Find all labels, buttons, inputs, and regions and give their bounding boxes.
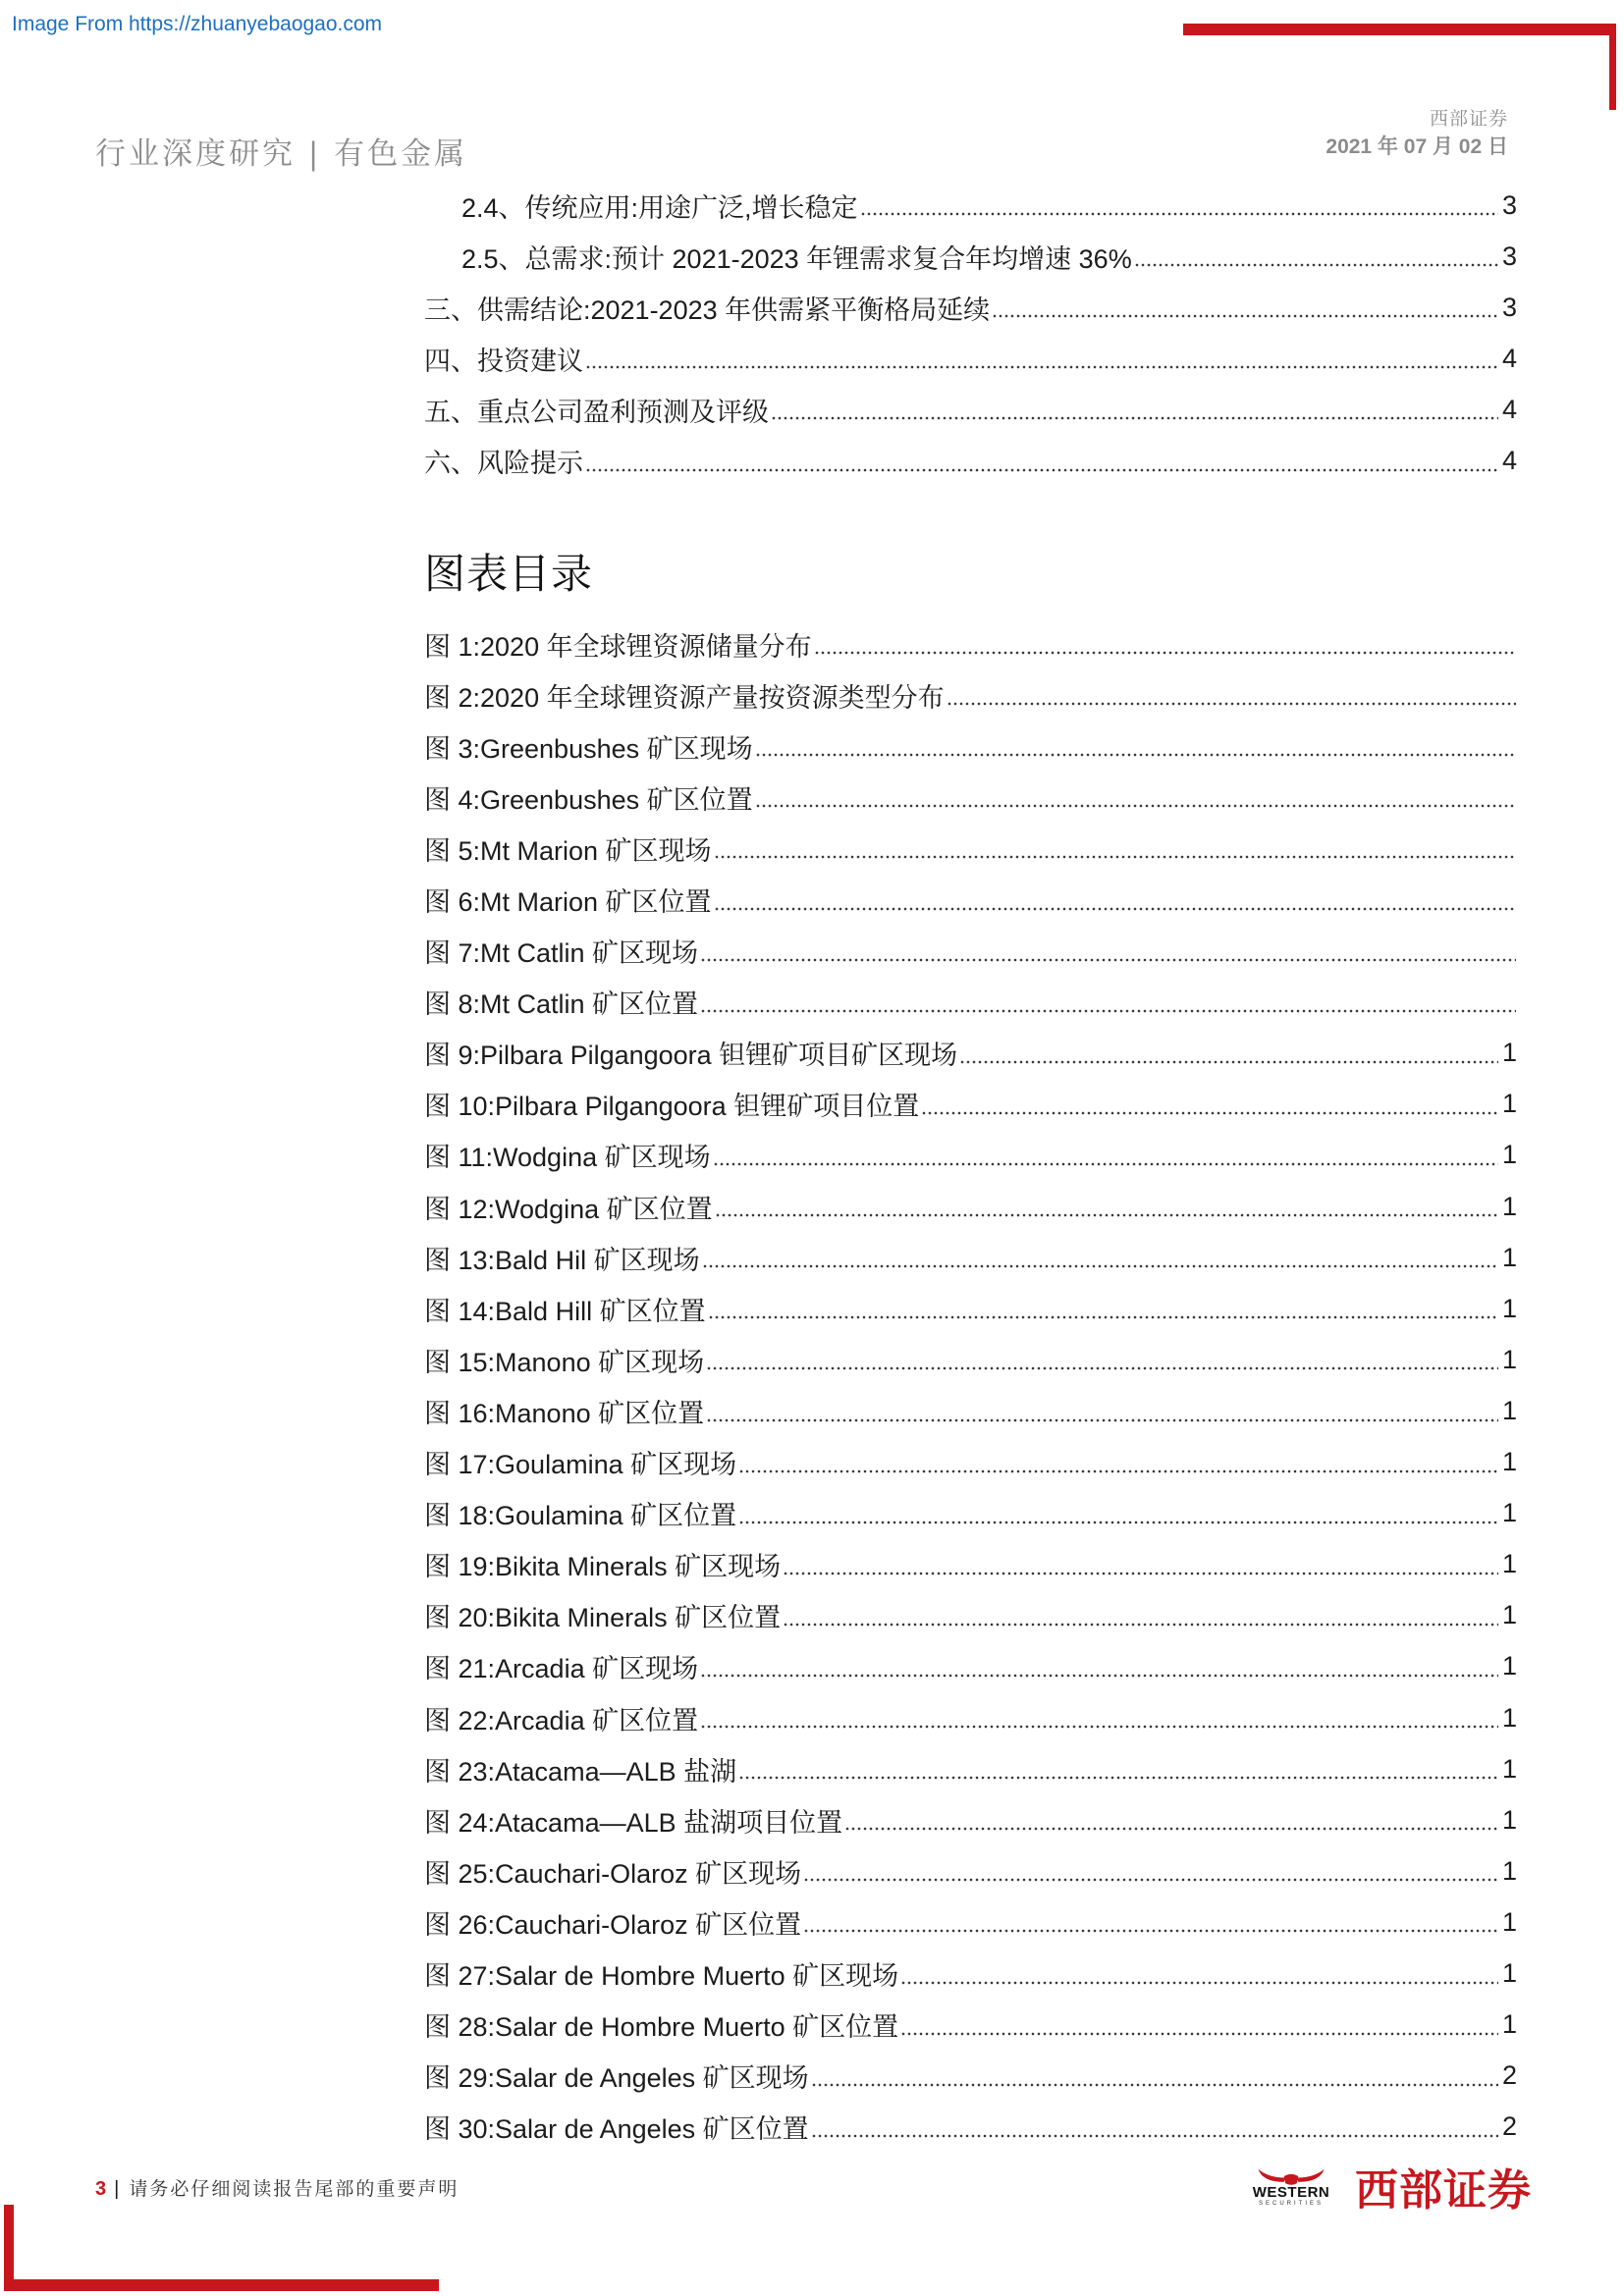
figure-entry-label: 图 26:Cauchari-Olaroz 矿区位置 [424, 1909, 802, 1940]
figure-entry-8[interactable] [424, 977, 1517, 1028]
toc-entry-section-5[interactable] [424, 384, 1517, 435]
figure-entry-label: 图 17:Goulamina 矿区现场 [424, 1450, 737, 1480]
toc-entry-label: 六、风险提示 [424, 449, 583, 479]
toc-entry-page: 4 [1501, 446, 1517, 476]
leader-dots [784, 1572, 1498, 1575]
figure-entry-page: 1 [1501, 1293, 1517, 1323]
figure-entry-label: 图 25:Cauchari-Olaroz 矿区现场 [424, 1858, 802, 1889]
source-watermark: Image From https://zhuanyebaogao.com [12, 13, 383, 35]
figure-entry-label: 图 18:Goulamina 矿区位置 [424, 1501, 737, 1531]
leader-dots [812, 2083, 1498, 2087]
figure-entry-page: 1 [1501, 1600, 1517, 1630]
leader-dots [756, 804, 1516, 808]
leader-dots [756, 753, 1516, 757]
figure-entry-label: 图 13:Bald Hil 矿区现场 [424, 1245, 700, 1275]
figure-entry-label: 图 12:Wodgina 矿区位置 [424, 1194, 713, 1224]
toc-entry-section-4[interactable] [424, 333, 1517, 384]
figure-entry-7[interactable] [424, 926, 1517, 977]
figure-entry-10[interactable] [424, 1079, 1517, 1130]
report-date: 2021 年 07 月 02 日 [1326, 135, 1508, 158]
figure-entry-page: 1 [1501, 1242, 1517, 1272]
figure-entry-label: 图 15:Manono 矿区现场 [424, 1347, 705, 1377]
figure-entry-page: 1 [1501, 1702, 1517, 1733]
figure-entry-label: 图 7:Mt Catlin 矿区现场 [424, 938, 699, 969]
leader-dots [701, 1725, 1498, 1729]
toc-entry-page: 3 [1501, 292, 1517, 322]
toc-entry-label: 2.4、传统应用:用途广泛,增长稳定 [461, 192, 858, 223]
figure-entry-page: 1 [1501, 1804, 1517, 1835]
figure-entry-page: 1 [1501, 1498, 1517, 1528]
figure-entry-label: 图 21:Arcadia 矿区现场 [424, 1654, 699, 1684]
leader-dots [947, 702, 1516, 706]
figure-entry-label: 图 8:Mt Catlin 矿区位置 [424, 989, 699, 1020]
toc-entry-section-6[interactable] [424, 435, 1517, 486]
figure-entry-label: 图 23:Atacama—ALB 盐湖 [424, 1756, 737, 1787]
figure-entry-page: 1 [1501, 1906, 1517, 1937]
figure-entry-page: 1 [1501, 1549, 1517, 1579]
toc-entry-label: 四、投资建议 [424, 346, 583, 376]
figure-entry-21[interactable] [424, 1641, 1517, 1692]
figure-entry-label: 图 29:Salar de Angeles 矿区现场 [424, 2063, 809, 2094]
header-company-name: 西部证券 [1429, 108, 1508, 130]
figure-entry-label: 图 27:Salar de Hombre Muerto 矿区现场 [424, 1960, 899, 1991]
leader-dots [1135, 263, 1498, 267]
leader-dots [960, 1060, 1498, 1064]
brand-name: 西部证券 [1355, 2165, 1532, 2216]
logo-wordmark: WESTERN [1252, 2184, 1330, 2201]
figure-entry-label: 图 4:Greenbushes 矿区位置 [424, 784, 753, 815]
leader-dots [901, 1981, 1498, 1985]
figure-entry-label: 图 16:Manono 矿区位置 [424, 1398, 705, 1428]
figure-entry-30[interactable] [424, 2102, 1517, 2153]
page-footer [95, 2175, 459, 2203]
figure-entry-label: 图 30:Salar de Angeles 矿区位置 [424, 2114, 809, 2145]
figure-entry-label: 图 11:Wodgina 矿区现场 [424, 1143, 711, 1173]
figure-entry-label: 图 10:Pilbara Pilgangoora 钽锂矿项目位置 [424, 1092, 920, 1122]
leader-dots [772, 416, 1498, 420]
figure-entry-17[interactable] [424, 1437, 1517, 1488]
leader-dots [709, 1315, 1498, 1319]
figure-entry-19[interactable] [424, 1539, 1517, 1590]
figure-entry-page: 1 [1501, 1855, 1517, 1886]
report-category-header: 行业深度研究 | 有色金属 [95, 136, 468, 172]
leader-dots [701, 1009, 1516, 1013]
figure-entry-9[interactable] [424, 1028, 1517, 1079]
figure-entry-page: 1 [1501, 1140, 1517, 1170]
leader-dots [815, 651, 1516, 655]
figure-entry-5[interactable] [424, 823, 1517, 874]
footer-disclaimer: 请务必仔细阅读报告尾部的重要声明 [129, 2178, 460, 2200]
figure-entry-page: 1 [1501, 2009, 1517, 2040]
figure-entry-22[interactable] [424, 1692, 1517, 1743]
leader-dots [804, 1878, 1498, 1882]
leader-dots [707, 1418, 1498, 1422]
leader-dots [586, 468, 1498, 472]
logo-subtext: SECURITIES [1258, 2201, 1324, 2207]
figure-entry-4[interactable] [424, 772, 1517, 823]
bull-logo-icon [1257, 2167, 1326, 2185]
leader-dots [701, 1674, 1498, 1678]
figure-entry-page: 1 [1501, 1753, 1517, 1784]
leader-dots [784, 1623, 1498, 1627]
toc-entry-label: 2.5、总需求:预计 2021-2023 年锂需求复合年均增速 36% [461, 243, 1132, 274]
footer-accent-border [4, 2279, 439, 2291]
figure-entry-page: 1 [1501, 1395, 1517, 1425]
figure-entry-label: 图 28:Salar de Hombre Muerto 矿区位置 [424, 2012, 899, 2043]
leader-dots [715, 907, 1516, 911]
toc-entry-page: 4 [1501, 394, 1517, 424]
figure-entry-18[interactable] [424, 1488, 1517, 1539]
figure-entry-page: 1 [1501, 1651, 1517, 1682]
figure-entry-15[interactable] [424, 1334, 1517, 1385]
figure-entry-28[interactable] [424, 2000, 1517, 2051]
toc-entry-label: 五、重点公司盈利预测及评级 [424, 397, 769, 427]
leader-dots [703, 1264, 1498, 1268]
figure-entry-24[interactable] [424, 1794, 1517, 1845]
figure-entry-label: 图 22:Arcadia 矿区位置 [424, 1705, 699, 1735]
leader-dots [901, 2032, 1498, 2036]
figure-entry-2[interactable] [424, 669, 1517, 721]
figure-list-title: 图表目录 [424, 550, 594, 598]
figure-entry-label: 图 20:Bikita Minerals 矿区位置 [424, 1603, 782, 1633]
figure-entry-23[interactable] [424, 1743, 1517, 1794]
figure-entry-13[interactable] [424, 1232, 1517, 1283]
leader-dots [993, 314, 1498, 318]
figure-entry-label: 图 3:Greenbushes 矿区现场 [424, 733, 753, 764]
figure-entry-12[interactable] [424, 1181, 1517, 1232]
figure-entry-page: 2 [1501, 2111, 1517, 2142]
leader-dots [861, 212, 1498, 216]
figure-entry-page: 1 [1501, 1038, 1517, 1068]
leader-dots [739, 1776, 1498, 1780]
figure-entry-29[interactable] [424, 2051, 1517, 2102]
leader-dots [812, 2134, 1498, 2138]
leader-dots [716, 1213, 1498, 1217]
toc-entry-label: 三、供需结论:2021-2023 年供需紧平衡格局延续 [424, 294, 991, 325]
figure-entry-label: 图 6:Mt Marion 矿区位置 [424, 887, 712, 918]
leader-dots [922, 1111, 1498, 1115]
figure-list [424, 618, 1517, 2153]
footer-accent-border-vertical [4, 2205, 14, 2291]
figure-entry-1[interactable] [424, 618, 1517, 669]
figure-entry-16[interactable] [424, 1385, 1517, 1436]
figure-entry-page: 1 [1501, 1191, 1517, 1221]
toc-entry-section-3[interactable] [424, 282, 1517, 333]
leader-dots [707, 1366, 1498, 1370]
western-securities-logo [1243, 2167, 1339, 2216]
figure-entry-page: 1 [1501, 1447, 1517, 1477]
figure-entry-14[interactable] [424, 1283, 1517, 1334]
figure-entry-label: 图 19:Bikita Minerals 矿区现场 [424, 1552, 782, 1582]
toc-entry-page: 3 [1501, 240, 1517, 271]
figure-entry-label: 图 9:Pilbara Pilgangoora 钽锂矿项目矿区现场 [424, 1041, 958, 1071]
figure-entry-label: 图 24:Atacama—ALB 盐湖项目位置 [424, 1807, 843, 1838]
leader-dots [739, 1521, 1498, 1524]
leader-dots [845, 1827, 1498, 1831]
figure-entry-27[interactable] [424, 1948, 1517, 1999]
figure-entry-label: 图 1:2020 年全球锂资源储量分布 [424, 631, 812, 662]
toc-entry-2-5[interactable] [424, 231, 1517, 282]
figure-entry-20[interactable] [424, 1590, 1517, 1641]
leader-dots [586, 365, 1498, 369]
figure-entry-6[interactable] [424, 874, 1517, 925]
figure-entry-page: 1 [1501, 1344, 1517, 1374]
leader-dots [739, 1469, 1498, 1473]
figure-entry-26[interactable] [424, 1896, 1517, 1948]
table-of-contents [424, 180, 1517, 487]
header-accent-bar [1183, 24, 1616, 35]
figure-entry-label: 图 14:Bald Hill 矿区位置 [424, 1296, 706, 1326]
leader-dots [701, 958, 1516, 962]
leader-dots [804, 1929, 1498, 1933]
leader-dots [715, 855, 1516, 859]
figure-entry-11[interactable] [424, 1130, 1517, 1181]
figure-entry-label: 图 5:Mt Marion 矿区现场 [424, 835, 712, 866]
toc-entry-page: 4 [1501, 343, 1517, 373]
toc-entry-2-4[interactable] [424, 180, 1517, 231]
figure-entry-page: 1 [1501, 1089, 1517, 1119]
leader-dots [714, 1162, 1498, 1166]
figure-entry-3[interactable] [424, 721, 1517, 772]
figure-entry-25[interactable] [424, 1845, 1517, 1896]
header-accent-bar-vertical [1609, 24, 1616, 110]
toc-entry-page: 3 [1501, 189, 1517, 220]
footer-separator: | [114, 2178, 120, 2200]
figure-entry-label: 图 2:2020 年全球锂资源产量按资源类型分布 [424, 682, 945, 713]
figure-entry-page: 1 [1501, 1957, 1517, 1988]
footer-page-number: 3 [95, 2178, 107, 2200]
figure-entry-page: 2 [1501, 2060, 1517, 2091]
